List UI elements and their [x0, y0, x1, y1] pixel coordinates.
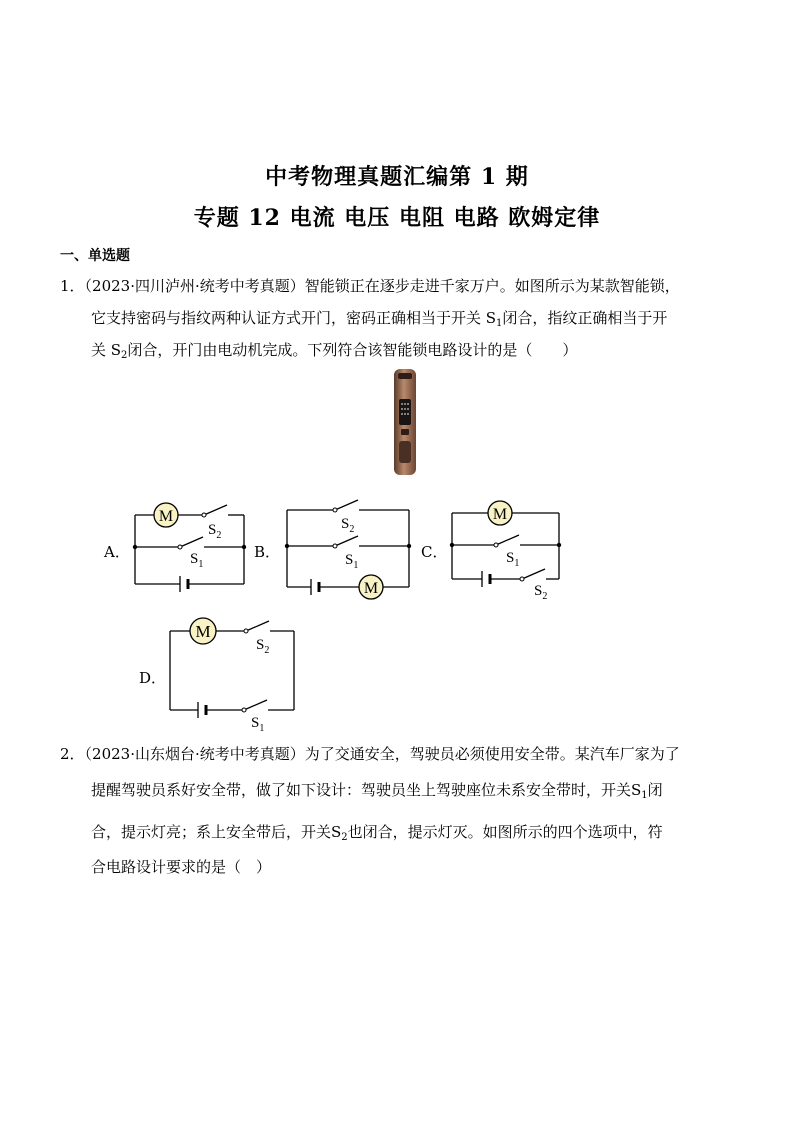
text: 它支持密码与指纹两种认证方式开门，密码正确相当于开关 S: [91, 309, 497, 327]
motor-symbol: M: [195, 622, 211, 641]
question-2-line-4: 合电路设计要求的是（ ）: [91, 858, 272, 876]
question-2-line-2: [91, 780, 663, 800]
switch-s2-label: $S_2$: [341, 516, 355, 535]
question-1-line-2: [91, 308, 667, 328]
text: 提醒驾驶员系好安全带，做了如下设计：驾驶员坐上驾驶座位未系安全带时，开关S: [91, 781, 642, 799]
option-c-label[interactable]: C．: [421, 543, 448, 561]
circuit-diagram-a: [128, 500, 254, 600]
text: 合，提示灯亮；系上安全带后，开关S: [91, 823, 342, 841]
question-1-line-3: [91, 340, 577, 360]
text: 智能锁正在逐步走进千家万户。如图所示为某款智能锁，: [304, 277, 680, 295]
question-2-line-1: [60, 744, 680, 764]
question-number: 1．: [60, 277, 85, 295]
question-1-line-1: [60, 276, 680, 296]
smart-lock-image: [390, 369, 420, 475]
page-subtitle: 专题 12 电流 电压 电阻 电路 欧姆定律: [193, 205, 601, 231]
text: 闭合，指纹正确相当于开: [502, 309, 668, 327]
switch-s1-label: $S_1$: [190, 551, 204, 570]
subscript: 1: [496, 318, 503, 329]
switch-s1-label: $S_1$: [506, 550, 520, 569]
text: 关 S: [91, 341, 122, 359]
subscript: 2: [341, 832, 348, 843]
question-source: （2023·山东烟台·统考中考真题）: [84, 745, 305, 763]
question-2-line-3: [91, 822, 663, 842]
question-source: （2023·四川泸州·统考中考真题）: [84, 277, 305, 295]
motor-symbol: M: [492, 506, 508, 523]
switch-s2-label: $S_2$: [256, 637, 270, 656]
motor-symbol: M: [363, 580, 379, 597]
text: 闭: [647, 781, 663, 799]
option-a-label[interactable]: A．: [104, 543, 130, 561]
circuit-diagram-c: [446, 498, 570, 604]
question-number: 2．: [60, 745, 85, 763]
text: 闭合，开门由电动机完成。下列符合该智能锁电路设计的是（ ）: [127, 341, 578, 359]
section-heading: 一、单选题: [60, 248, 130, 264]
option-b-label[interactable]: B．: [254, 543, 281, 561]
switch-s2-label: $S_2$: [534, 583, 548, 602]
text: 也闭合，提示灯灭。如图所示的四个选项中，符: [347, 823, 663, 841]
text: 为了交通安全，驾驶员必须使用安全带。某汽车厂家为了: [304, 745, 680, 763]
switch-s1-label: $S_1$: [345, 552, 359, 571]
subscript: 2: [121, 350, 128, 361]
option-d-label[interactable]: D．: [139, 669, 167, 687]
page-title: 中考物理真题汇编第 1 期: [265, 164, 529, 190]
motor-symbol: M: [158, 508, 174, 525]
subscript: 1: [641, 790, 648, 801]
switch-s2-label: $S_2$: [208, 522, 222, 541]
switch-s1-label: $S_1$: [251, 715, 265, 734]
circuit-diagram-b: [283, 497, 415, 605]
circuit-diagram-d: [164, 617, 304, 739]
